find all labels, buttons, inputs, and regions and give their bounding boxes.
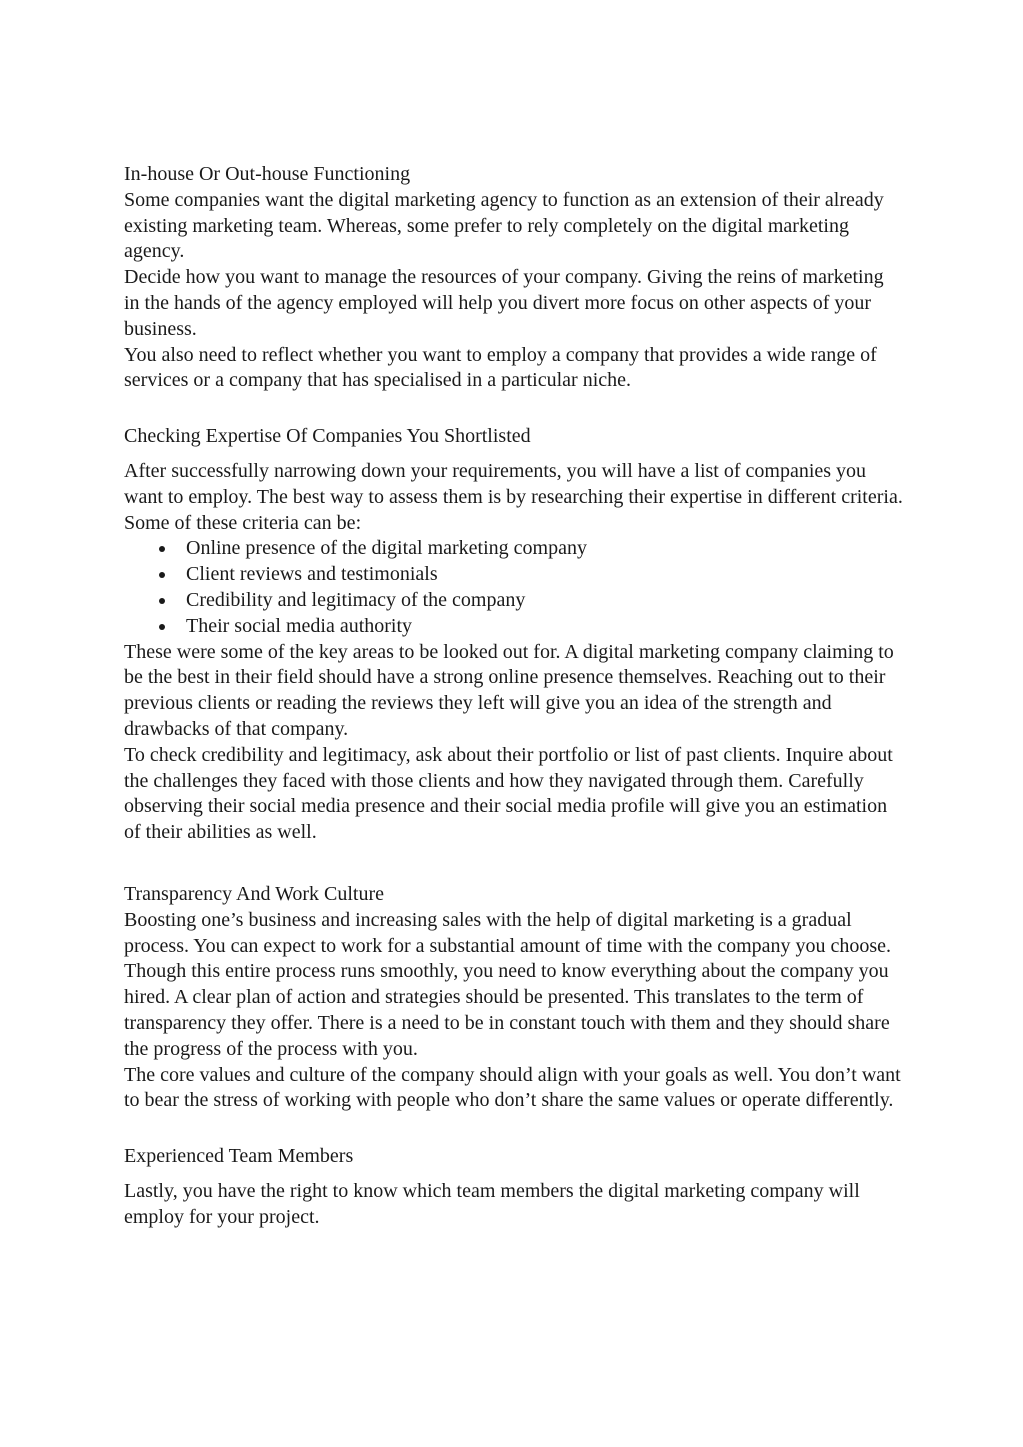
section-heading: Checking Expertise Of Companies You Shortlisted (124, 425, 531, 448)
document-page (124, 162, 904, 1230)
paragraph: Boosting one’s business and increasing sales with the help of digital marketing is a gradual process. You can expect to work for a substantial amount of time with the company you choose. (124, 908, 892, 957)
paragraph: You also need to reflect whether you want to employ a company that provides a wide range of services or a company that has specialised in a particular niche. (124, 343, 877, 392)
paragraph: Decide how you want to manage the resources of your company. Giving the reins of marketing in the hands of the agency employed will help you divert more focus on other aspects of your business. (124, 266, 884, 340)
paragraph: These were some of the key areas to be looked out for. A digital marketing company claiming to be the best in their field should have a strong online presence themselves. Reaching out to their previous clients or reading the reviews they left will give you an idea of the strength and drawbacks of that company. (124, 640, 894, 740)
section-heading: Experienced Team Members (124, 1145, 354, 1168)
bullet-icon (159, 572, 165, 578)
list-item-text: Credibility and legitimacy of the company (186, 588, 526, 611)
paragraph: The core values and culture of the company should align with your goals as well. You don’t want to bear the stress of working with people who don’t share the same values or operate differently. (124, 1063, 901, 1112)
bullet-icon (159, 598, 165, 604)
paragraph: Lastly, you have the right to know which team members the digital marketing company will employ for your project. (124, 1179, 860, 1228)
paragraph: Some companies want the digital marketing agency to function as an extension of their already existing marketing team. Whereas, some prefer to rely completely on the digital marketing agency. (124, 188, 884, 263)
list-item (186, 588, 904, 614)
section-in-house (124, 162, 904, 394)
paragraph: After successfully narrowing down your requirements, you will have a list of companies you want to employ. The best way to assess them is by researching their expertise in different criteria. Some of these criteria can be: (124, 459, 903, 534)
section-heading: In-house Or Out-house Functioning (124, 163, 411, 185)
list-item (186, 562, 904, 588)
section-experienced-team (124, 1144, 904, 1230)
section-checking-expertise (124, 424, 904, 846)
bullet-icon (159, 624, 165, 630)
criteria-list (124, 536, 904, 639)
list-item-text: Online presence of the digital marketing company (186, 537, 587, 560)
list-item-text: Their social media authority (186, 614, 413, 637)
paragraph: Though this entire process runs smoothly, you need to know everything about the company you hired. A clear plan of action and strategies should be presented. This translates to the term of transparency they offer. There is a need to be in constant touch with them and they should share the progress of the process with you. (124, 960, 890, 1060)
section-transparency (124, 882, 904, 1114)
bullet-icon (159, 546, 165, 552)
paragraph: To check credibility and legitimacy, ask about their portfolio or list of past clients. Inquire about the challenges they faced with those clients and how they navigated through them. Carefully observing their social media presence and their social media profile will give you an estimation of their abilities as well. (124, 743, 893, 844)
list-item (186, 614, 904, 640)
list-item (186, 536, 904, 562)
list-item-text: Client reviews and testimonials (186, 563, 438, 586)
section-heading: Transparency And Work Culture (124, 882, 385, 905)
